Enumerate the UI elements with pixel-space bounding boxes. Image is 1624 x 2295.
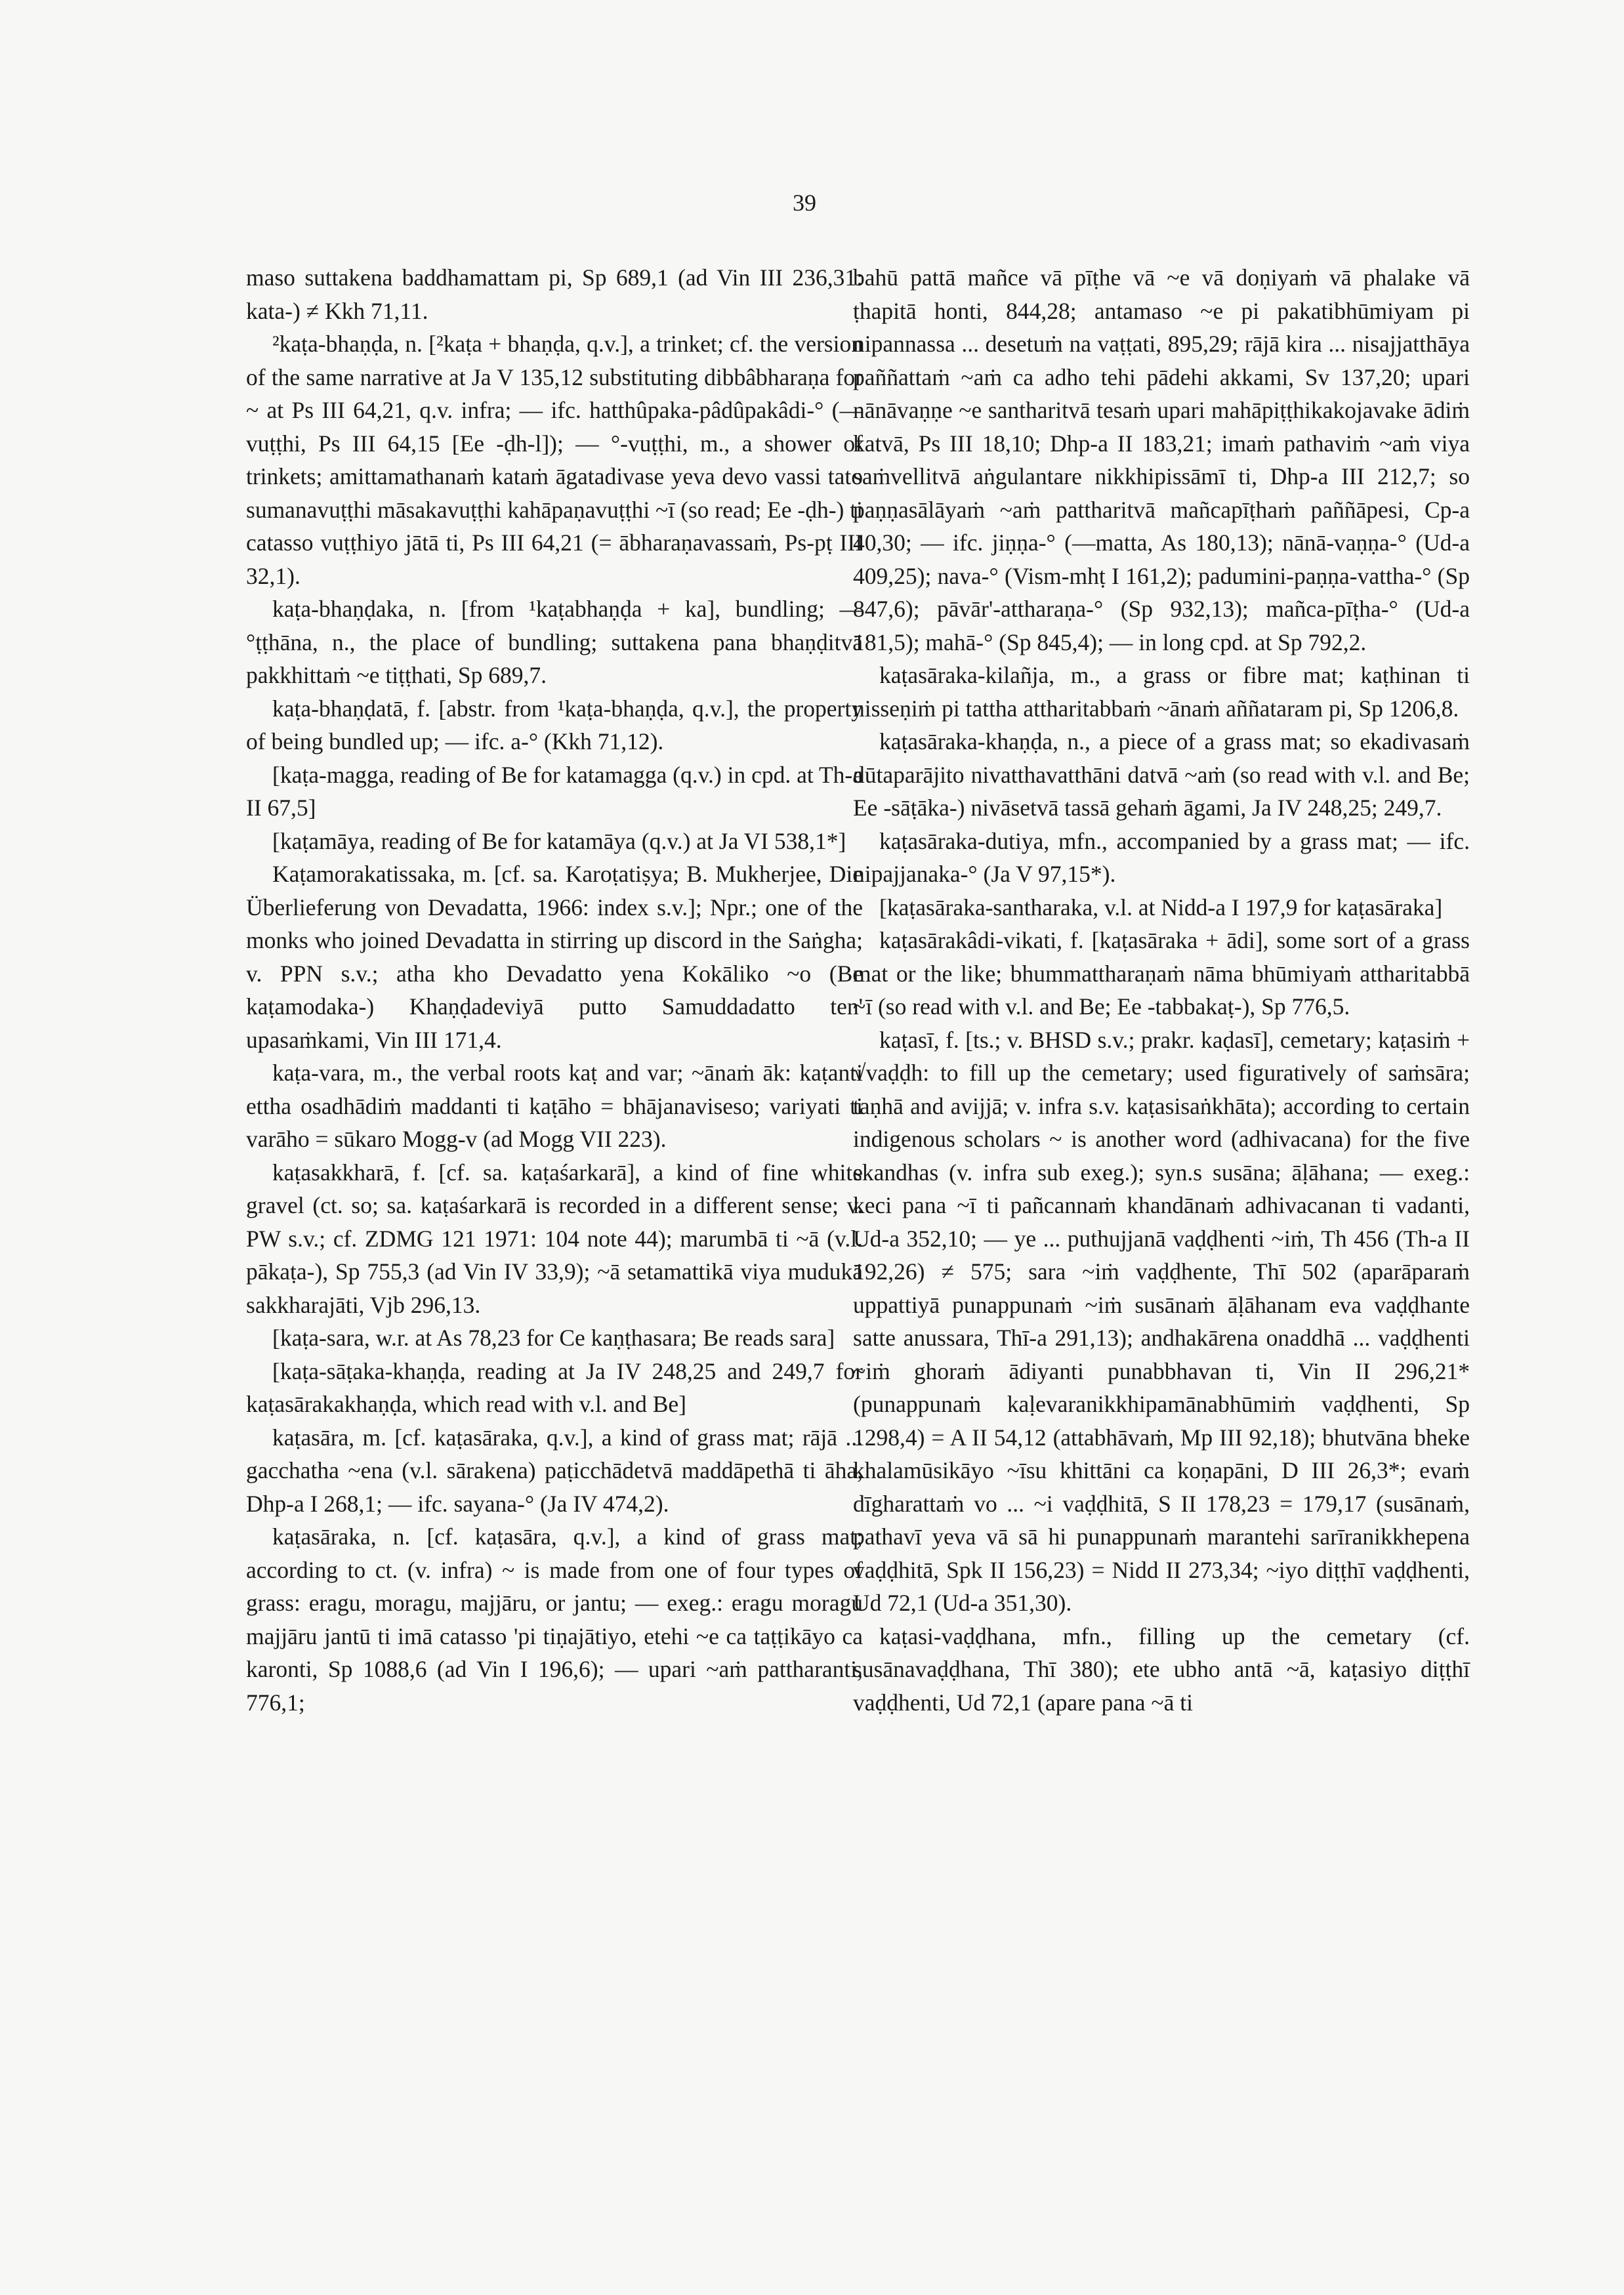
dictionary-entry: [kaṭa-sāṭaka-khaṇḍa, reading at Ja IV 248,25 and 249,7 for kaṭasārakakhaṇḍa, which read with v.l. and Be]: [246, 1357, 863, 1417]
dictionary-entry: kaṭasāra, m. [cf. kaṭasāraka, q.v.], a kind of grass mat; rājā ... gacchatha ~ena (v.l. sārakena) paṭicchādetvā maddāpethā ti āha, Dhp-a I 268,1; — ifc. sayana-° (Ja IV 474,2).: [246, 1424, 863, 1517]
dictionary-entry: kaṭa-vara, m., the verbal roots kaṭ and var; ~ānaṁ āk: kaṭanti ettha osadhādiṁ maddanti ti kaṭāho = bhājanaviseso; variyati ti varāho = sūkaro Mogg-v (ad Mogg VII 223).: [246, 1060, 863, 1152]
dictionary-entry: ²kaṭa-bhaṇḍa, n. [²kaṭa + bhaṇḍa, q.v.], a trinket; cf. the version of the same narrative at Ja V 135,12 substituting dibbâbharaṇa for ~ at Ps III 64,21, q.v. infra; — ifc. hatthûpaka-pâdûpakâdi-° (—vuṭṭhi, Ps III 64,15 [Ee -ḍh-l]); — °-vuṭṭhi, m., a shower of trinkets; amittamathanaṁ kataṁ āgatadivase yeva devo vassi tato sumanavuṭṭhi māsakavuṭṭhi kahāpaṇavuṭṭhi ~ī (so read; Ee -ḍh-) ti catasso vuṭṭhiyo jātā ti, Ps III 64,21 (= ābharaṇavassaṁ, Ps-pṭ III 32,1).: [246, 331, 863, 589]
dictionary-entry: [kaṭa-sara, w.r. at As 78,23 for Ce kaṇṭhasara; Be reads sara]: [272, 1325, 835, 1351]
dictionary-entry: kaṭasī, f. [ts.; v. BHSD s.v.; prakr. kaḍasī], cemetary; kaṭasiṁ + √vaḍḍh: to fill up the cemetary; used figuratively of saṁsāra; taṇhā and avijjā; v. infra s.v. kaṭasisaṅkhāta); according to certain indigenous scholars ~ is another word (adhivacana) for the five skandhas (v. infra sub exeg.); syn.s susāna; āḷāhana; — exeg.: keci pana ~ī ti pañcannaṁ khandānaṁ adhivacanan ti vadanti, Ud-a 352,10; — ye ... puthujjanā vaḍḍhenti ~iṁ, Th 456 (Th-a II 192,26) ≠ 575; sara ~iṁ vaḍḍhente, Thī 502 (aparāparaṁ uppattiyā punappunaṁ ~iṁ susānaṁ āḷāhanam eva vaḍḍhante satte anussara, Thī-a 291,13); andhakārena onaddhā ... vaḍḍhenti ~iṁ ghoraṁ ādiyanti punabbhavan ti, Vin II 296,21* (punappunaṁ kaḷevaranikkhipamānabhūmiṁ vaḍḍhenti, Sp 1298,4) = A II 54,12 (attabhāvaṁ, Mp III 92,18); bhutvāna bheke khalamūsikāyo ~īsu khittāni ca koṇapāni, D III 26,3*; evaṁ dīgharattaṁ vo ... ~i vaḍḍhitā, S II 178,23 = 179,17 (susānaṁ, pathavī yeva vā sā hi punappunaṁ marantehi sarīranikkhepena vaḍḍhitā, Spk II 156,23) = Nidd II 273,34; ~iyo diṭṭhī vaḍḍhenti, Ud 72,1 (Ud-a 351,30).: [853, 1026, 1470, 1616]
dictionary-entry: bahū pattā mañce vā pīṭhe vā ~e vā doṇiyaṁ vā phalake vā ṭhapitā honti, 844,28; antamaso ~e pi pakatibhūmiyam pi nipannassa ... desetuṁ na vaṭṭati, 895,29; rājā kira ... nisajjatthāya paññattaṁ ~aṁ ca adho tehi pādehi akkami, Sv 137,20; upari nānāvaṇṇe ~e santharitvā tesaṁ upari mahāpiṭṭhikakojavake ādiṁ katvā, Ps III 18,10; Dhp-a II 183,21; imaṁ pathaviṁ ~aṁ viya saṁvellitvā aṅgulantare nikkhipissāmī ti, Dhp-a III 212,7; so paṇṇasālāyaṁ ~aṁ pattharitvā mañcapīṭhaṁ paññāpesi, Cp-a 40,30; — ifc. jiṇṇa-° (—matta, As 180,13); nānā-vaṇṇa-° (Ud-a 409,25); nava-° (Vism-mhṭ I 161,2); padumini-paṇṇa-vattha-° (Sp 847,6); pāvār'-attharaṇa-° (Sp 932,13); mañca-pīṭha-° (Ud-a 181,5); mahā-° (Sp 845,4); — in long cpd. at Sp 792,2.: [853, 264, 1470, 655]
dictionary-entry: kaṭasārakâdi-vikati, f. [kaṭasāraka + ādi], some sort of a grass mat or the like; bhummattharaṇaṁ nāma bhūmiyaṁ attharitabbā ~ī (so read with v.l. and Be; Ee -tabbakaṭ-), Sp 776,5.: [853, 927, 1470, 1020]
left-column: [246, 261, 863, 1719]
dictionary-entry: kaṭasāraka-kilañja, m., a grass or fibre mat; kaṭhinan ti nisseṇiṁ pi tattha attharitabbaṁ ~ānaṁ aññataram pi, Sp 1206,8.: [853, 662, 1470, 722]
dictionary-entry: kaṭa-bhaṇḍaka, n. [from ¹kaṭabhaṇḍa + ka], bundling; — °ṭṭhāna, n., the place of bundling; suttakena pana bhaṇḍitvā pakkhittaṁ ~e tiṭṭhati, Sp 689,7.: [246, 596, 863, 688]
dictionary-entry: kaṭasāraka-dutiya, mfn., accompanied by a grass mat; — ifc. nipajjanaka-° (Ja V 97,15*).: [853, 827, 1470, 887]
dictionary-entry: kaṭasāraka-khaṇḍa, n., a piece of a grass mat; so ekadivasaṁ dūtaparājito nivatthavatthāni datvā ~aṁ (so read with v.l. and Be; Ee -sāṭāka-) nivāsetvā tassā gehaṁ āgami, Ja IV 248,25; 249,7.: [853, 728, 1470, 821]
dictionary-entry: kaṭasakkharā, f. [cf. sa. kaṭaśarkarā], a kind of fine white gravel (ct. so; sa. kaṭaśarkarā is recorded in a different sense; v. PW s.v.; cf. ZDMG 121 1971: 104 note 44); marumbā ti ~ā (v.l. pākaṭa-), Sp 755,3 (ad Vin IV 33,9); ~ā setamattikā viya mudukā sakkharajāti, Vjb 296,13.: [246, 1159, 863, 1318]
dictionary-entry: [kaṭa-magga, reading of Be for katamagga (q.v.) in cpd. at Th-a II 67,5]: [246, 761, 863, 821]
dictionary-entry: kaṭasi-vaḍḍhana, mfn., filling up the cemetary (cf. susānavaḍḍhana, Thī 380); ete ubho antā ~ā, kaṭasiyo diṭṭhī vaḍḍhenti, Ud 72,1 (apare pana ~ā ti: [853, 1623, 1470, 1716]
dictionary-entry: [kaṭamāya, reading of Be for katamāya (q.v.) at Ja VI 538,1*]: [272, 827, 846, 854]
page-number: 39: [793, 190, 816, 216]
dictionary-entry: kaṭasāraka, n. [cf. kaṭasāra, q.v.], a kind of grass mat; according to ct. (v. infra) ~ is made from one of four types of grass: eragu, moragu, majjāru, or jantu; — exeg.: eragu moragu majjāru jantū ti imā catasso 'pi tiṇajātiyo, etehi ~e ca taṭṭikāyo ca karonti, Sp 1088,6 (ad Vin I 196,6); — upari ~aṁ pattharanti, 776,1;: [246, 1523, 863, 1716]
dictionary-entry: kaṭa-bhaṇḍatā, f. [abstr. from ¹kaṭa-bhaṇḍa, q.v.], the property of being bundled up; — ifc. a-° (Kkh 71,12).: [246, 695, 863, 755]
right-column: [853, 261, 1470, 1719]
dictionary-entry: Kaṭamorakatissaka, m. [cf. sa. Karoṭatiṣya; B. Mukherjee, Die Überlieferung von Devadatta, 1966: index s.v.]; Npr.; one of the monks who joined Devadatta in stirring up discord in the Saṅgha; v. PPN s.v.; atha kho Devadatto yena Kokāliko ~o (Be kaṭamodaka-) Khaṇḍadeviyā putto Samuddadatto ten' upasaṁkami, Vin III 171,4.: [246, 861, 863, 1053]
dictionary-entry: [kaṭasāraka-santharaka, v.l. at Nidd-a I 197,9 for kaṭasāraka]: [879, 894, 1443, 920]
dictionary-entry: maso suttakena baddhamattam pi, Sp 689,1 (ad Vin III 236,31: kata-) ≠ Kkh 71,11.: [246, 264, 863, 324]
